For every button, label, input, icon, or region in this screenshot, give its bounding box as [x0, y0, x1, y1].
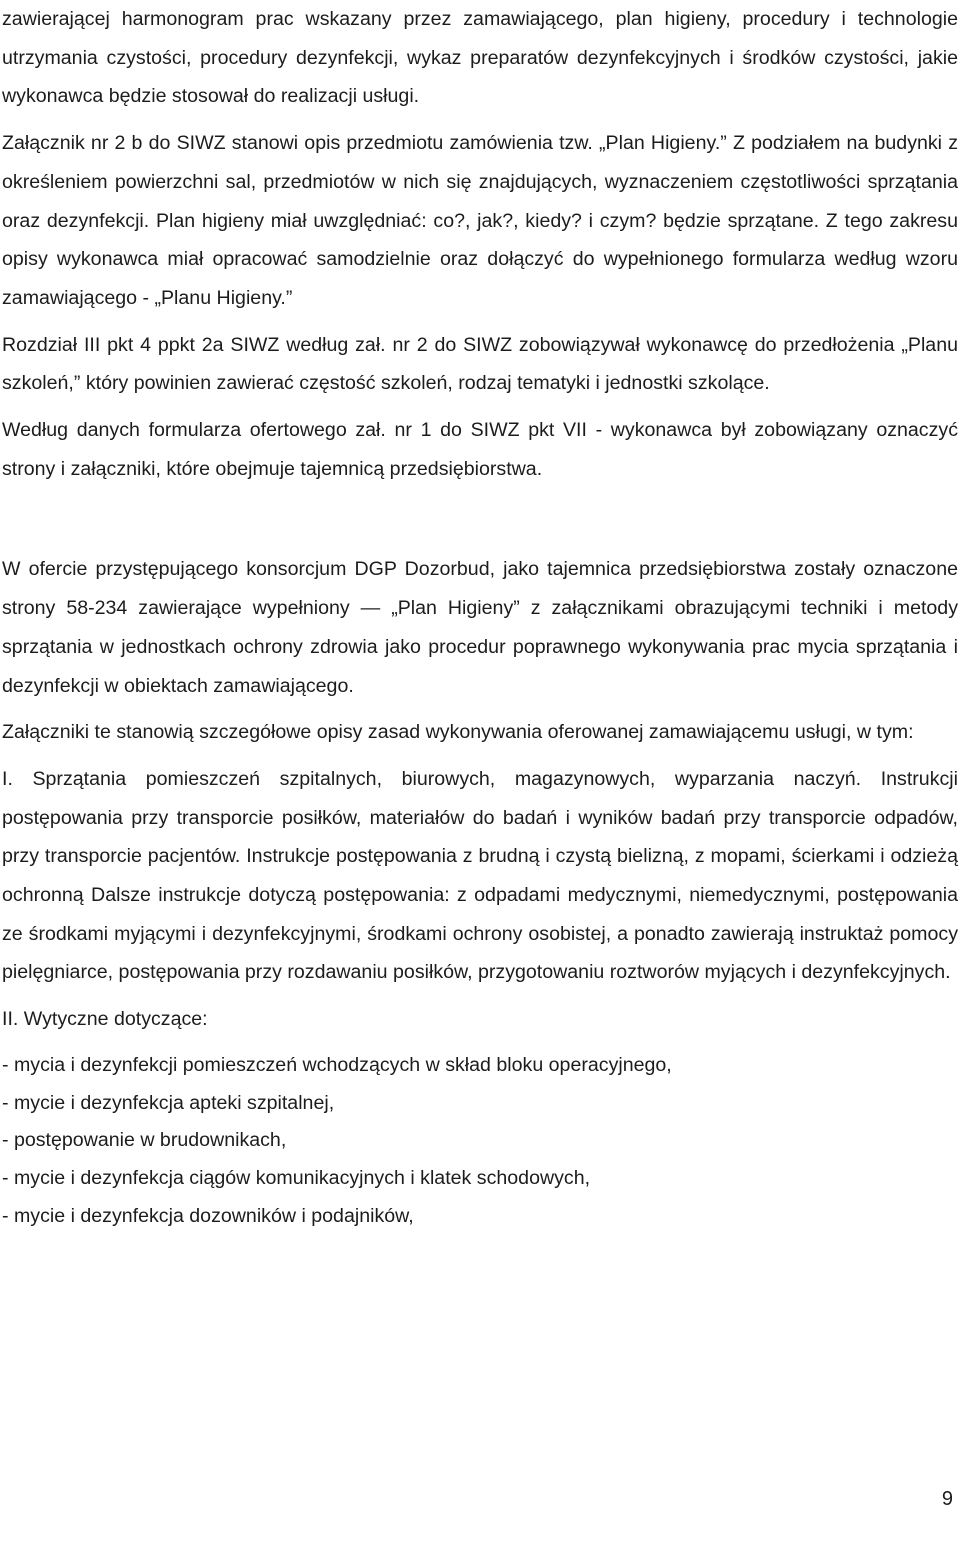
paragraph-zalaczniki: Załączniki te stanowią szczegółowe opisy zasad wykonywania oferowanej zamawiającemu usługi, w tym: — [2, 721, 914, 744]
list-item: - mycia i dezynfekcji pomieszczeń wchodzących w skład bloku operacyjnego, — [2, 1053, 672, 1076]
paragraph-plan-szkolen: Rozdział III pkt 4 ppkt 2a SIWZ według zał. nr 2 do SIWZ zobowiązywał wykonawcę do przedłożenia „Planu szkoleń,” który powinien zawierać częstość szkoleń, rodzaj tematyki i jednostki szkolące. — [2, 333, 958, 395]
paragraph-formularz-ofertowy: Według danych formularza ofertowego zał. nr 1 do SIWZ pkt VII - wykonawca był zobowiązany oznaczyć strony i załączniki, które obejmuje tajemnicą przedsiębiorstwa. — [2, 419, 958, 480]
paragraph-oferta-konsorcjum: W ofercie przystępującego konsorcjum DGP Dozorbud, jako tajemnica przedsiębiorstwa zostały oznaczone strony 58-234 zawierające wypełniony — „Plan Higieny” z załącznikami obrazującymi techniki i metody sprzątania w jednostkach ochrony zdrowia jako procedur poprawnego wykonywania prac mycia sprzątania i dezynfekcji w obiektach zamawiającego. — [2, 558, 958, 697]
guidelines-list — [0, 1047, 960, 1236]
paragraph-section-ii-heading: II. Wytyczne dotyczące: — [2, 1008, 208, 1031]
paragraph-harmonogram: zawierającej harmonogram prac wskazany przez zamawiającego, plan higieny, procedury i technologie utrzymania czystości, procedury dezynfekcji, wykaz preparatów dezynfekcyjnych i środków czystości, jakie wykonawca będzie stosował do realizacji usługi. — [2, 8, 958, 108]
list-item: - postępowanie w brudownikach, — [2, 1129, 287, 1152]
list-item: - mycie i dezynfekcja dozowników i podajników, — [2, 1205, 414, 1228]
page-number: 9 — [941, 1488, 953, 1510]
paragraph-section-i: I. Sprzątania pomieszczeń szpitalnych, biurowych, magazynowych, wyparzania naczyń. Instrukcji postępowania przy transporcie posiłków, materiałów do badań i wyników badań przy transporcie odpadów, przy transporcie pacjentów. Instrukcje postępowania z brudną i czystą bielizną, z mopami, ścierkami i odzieżą ochronną Dalsze instrukcje dotyczą postępowania: z odpadami medycznymi, niemedycznymi, postępowania ze środkami myjącymi i dezynfekcyjnymi, środkami ochrony osobistej, a ponadto zawierają instruktaż pomocy pielęgniarce, postępowania przy rozdawaniu posiłków, przygotowaniu roztworów myjących i dezynfekcyjnych. — [2, 767, 958, 984]
paragraph-plan-higieny: Załącznik nr 2 b do SIWZ stanowi opis przedmiotu zamówienia tzw. „Plan Higieny.” Z podziałem na budynki z określeniem powierzchni sal, przedmiotów w nich się znajdujących, wyznaczeniem częstotliwości sprzątania oraz dezynfekcji. Plan higieny miał uwzględniać: co?, jak?, kiedy? i czym? będzie sprzątane. Z tego zakresu opisy wykonawca miał opracować samodzielnie oraz dołączyć do wypełnionego formularza według wzoru zamawiającego - „Planu Higieny.” — [2, 132, 958, 309]
list-item: - mycie i dezynfekcja ciągów komunikacyjnych i klatek schodowych, — [2, 1167, 591, 1190]
list-item: - mycie i dezynfekcja apteki szpitalnej, — [2, 1091, 335, 1114]
